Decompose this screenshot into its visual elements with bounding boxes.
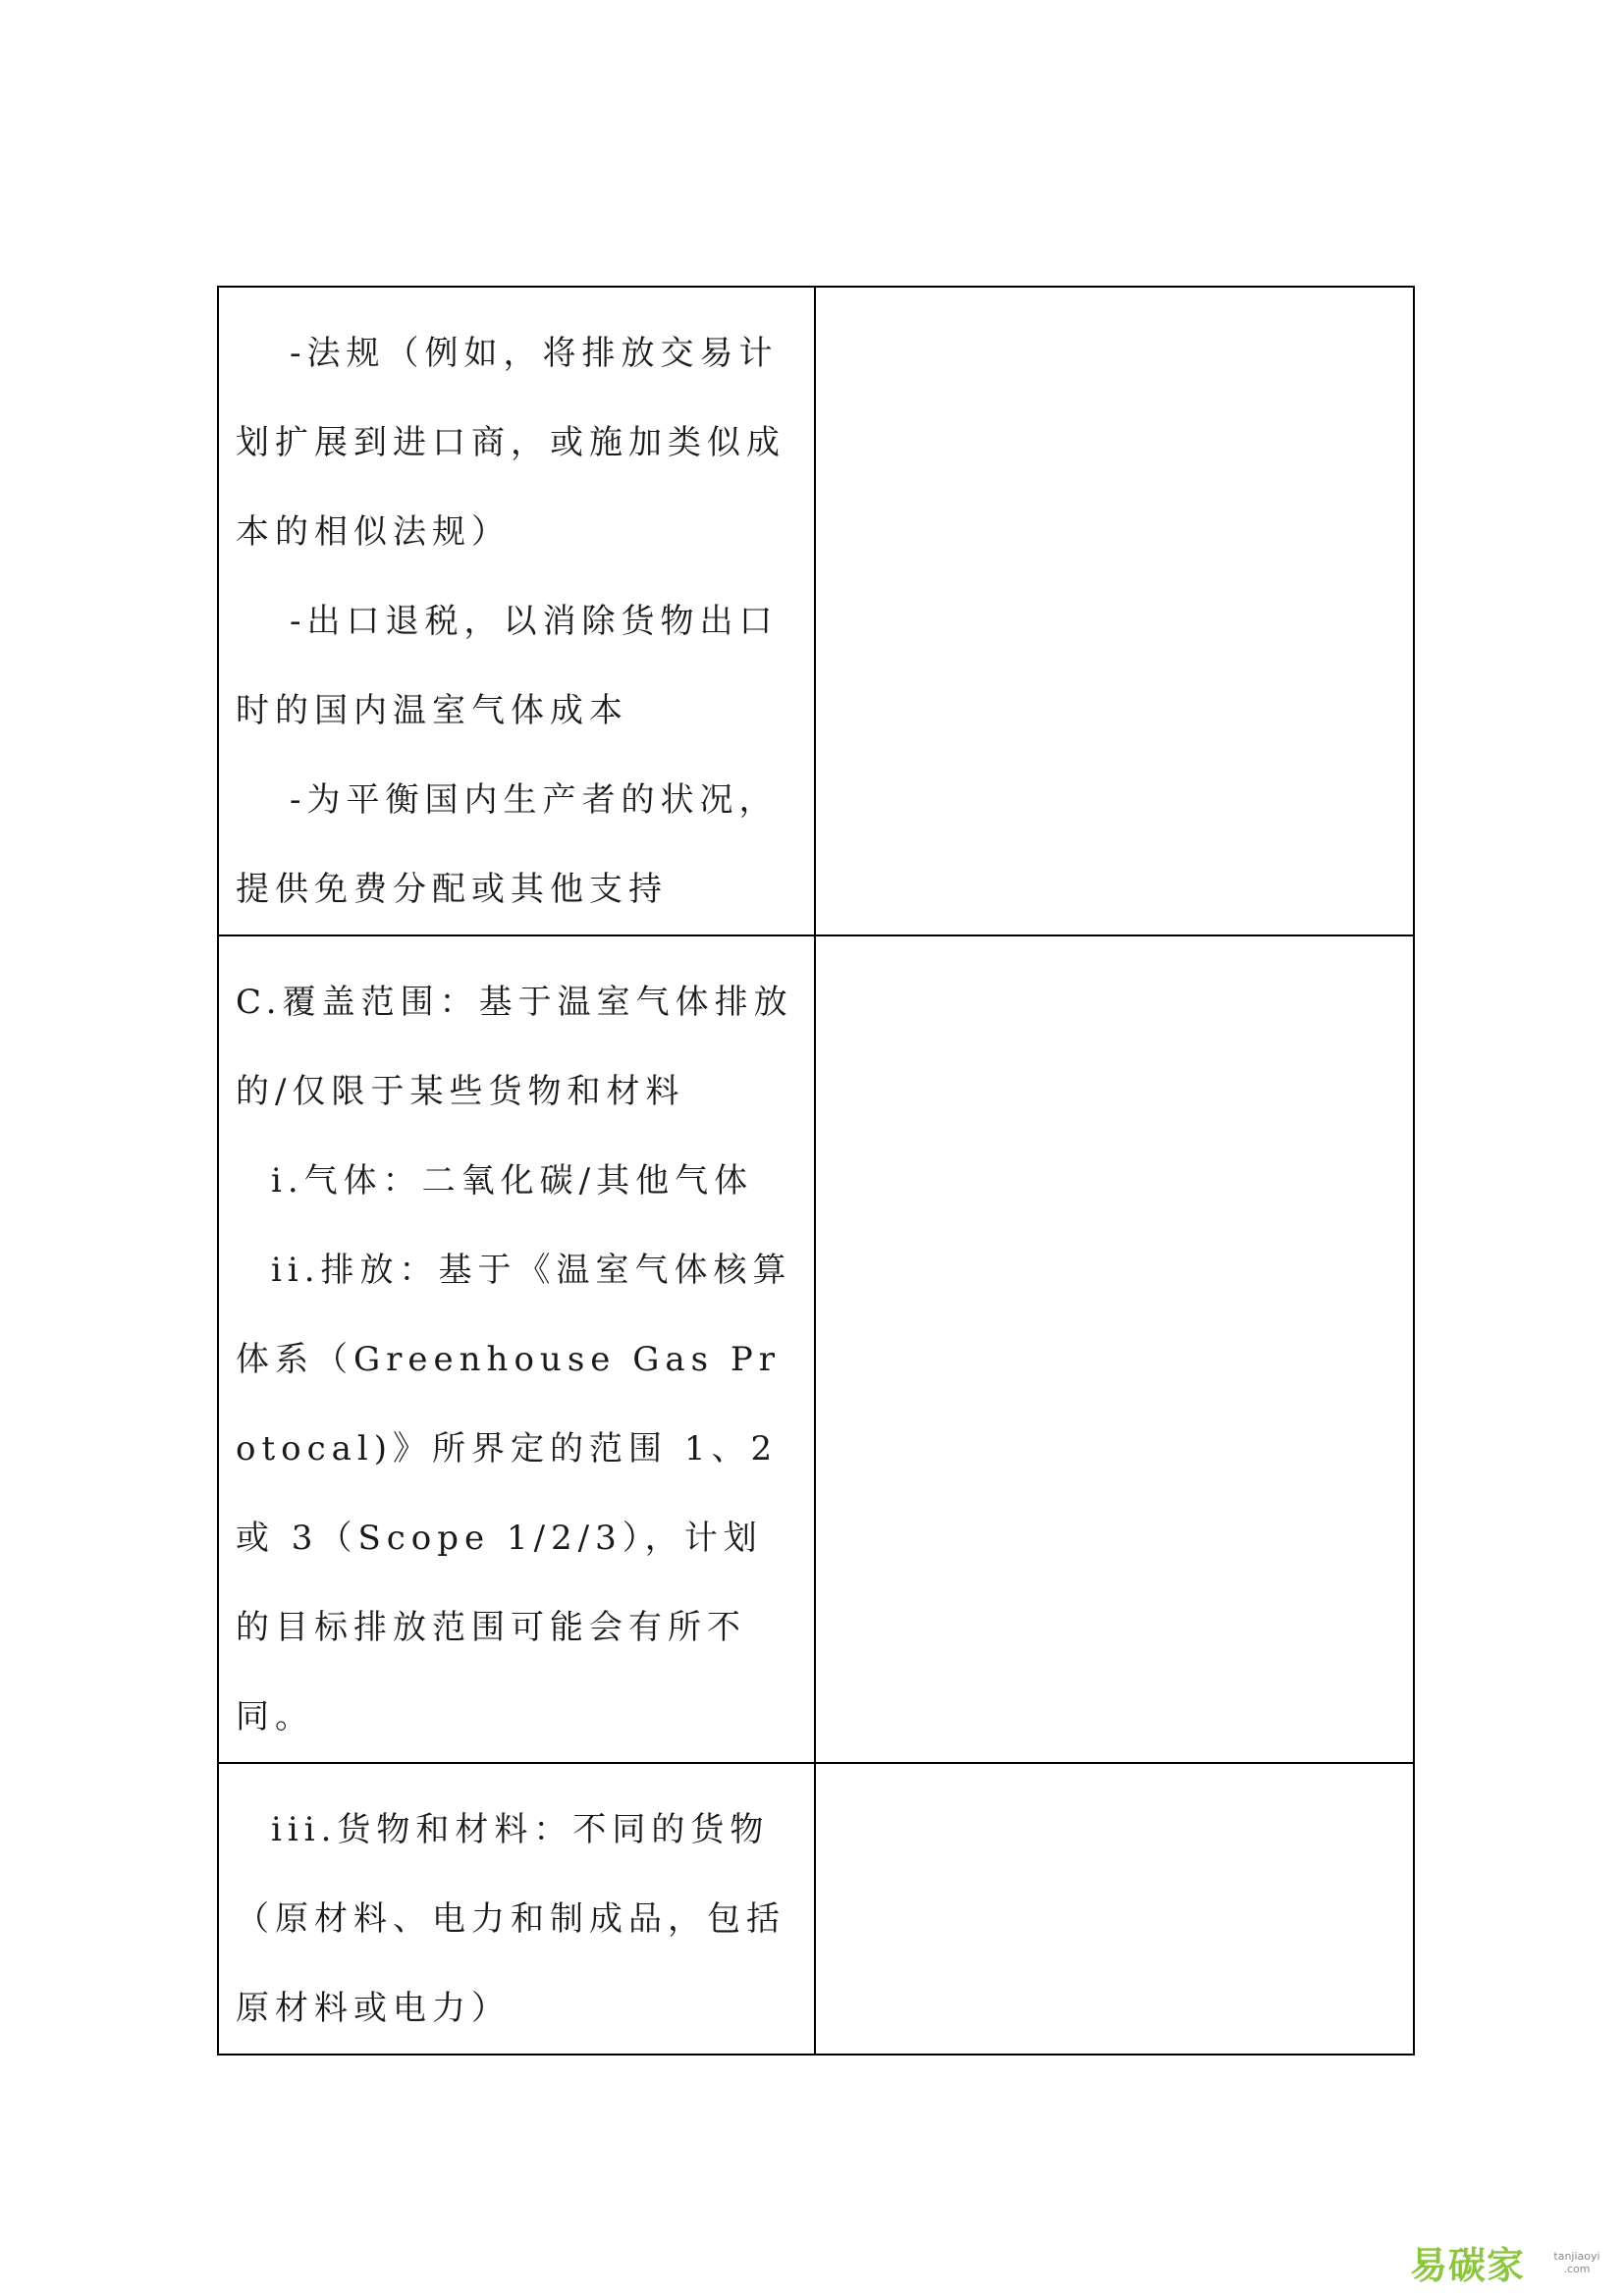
table-row bbox=[218, 935, 1414, 1763]
watermark-domain-line1: tanjiaoyi bbox=[1553, 2250, 1600, 2263]
paragraph: -法规（例如，将排放交易计划扩展到进口商，或施加类似成本的相似法规） bbox=[236, 334, 785, 552]
watermark-brand: 易碳家 bbox=[1410, 2244, 1526, 2287]
table-cell-right bbox=[815, 287, 1414, 935]
table-cell-left bbox=[218, 1763, 815, 2055]
paragraph: ii.排放：基于《温室气体核算体系（Greenhouse Gas Protocal)》所界定的范围 1、2 或 3（Scope 1/2/3），计划的目标排放范围可能会有所不同。 bbox=[236, 1251, 792, 1736]
table-cell-left bbox=[218, 935, 815, 1763]
paragraph: -出口退税，以消除货物出口时的国内温室气体成本 bbox=[236, 602, 779, 730]
watermark-domain bbox=[1549, 2250, 1604, 2275]
watermark-domain-line2: .com bbox=[1563, 2263, 1591, 2275]
table-row bbox=[218, 1763, 1414, 2055]
table-row bbox=[218, 287, 1414, 935]
paragraph: C.覆盖范围：基于温室气体排放的/仅限于某些货物和材料 bbox=[236, 983, 793, 1111]
paragraph: iii.货物和材料：不同的货物（原材料、电力和制成品，包括原材料或电力） bbox=[236, 1810, 785, 2028]
table-cell-right bbox=[815, 935, 1414, 1763]
watermark-logo bbox=[1410, 2244, 1606, 2287]
table-cell-left bbox=[218, 287, 815, 935]
paragraph: i.气体：二氧化碳/其他气体 bbox=[271, 1161, 754, 1201]
document-table bbox=[217, 286, 1415, 2056]
table-cell-right bbox=[815, 1763, 1414, 2055]
paragraph: -为平衡国内生产者的状况，提供免费分配或其他支持 bbox=[236, 780, 779, 909]
